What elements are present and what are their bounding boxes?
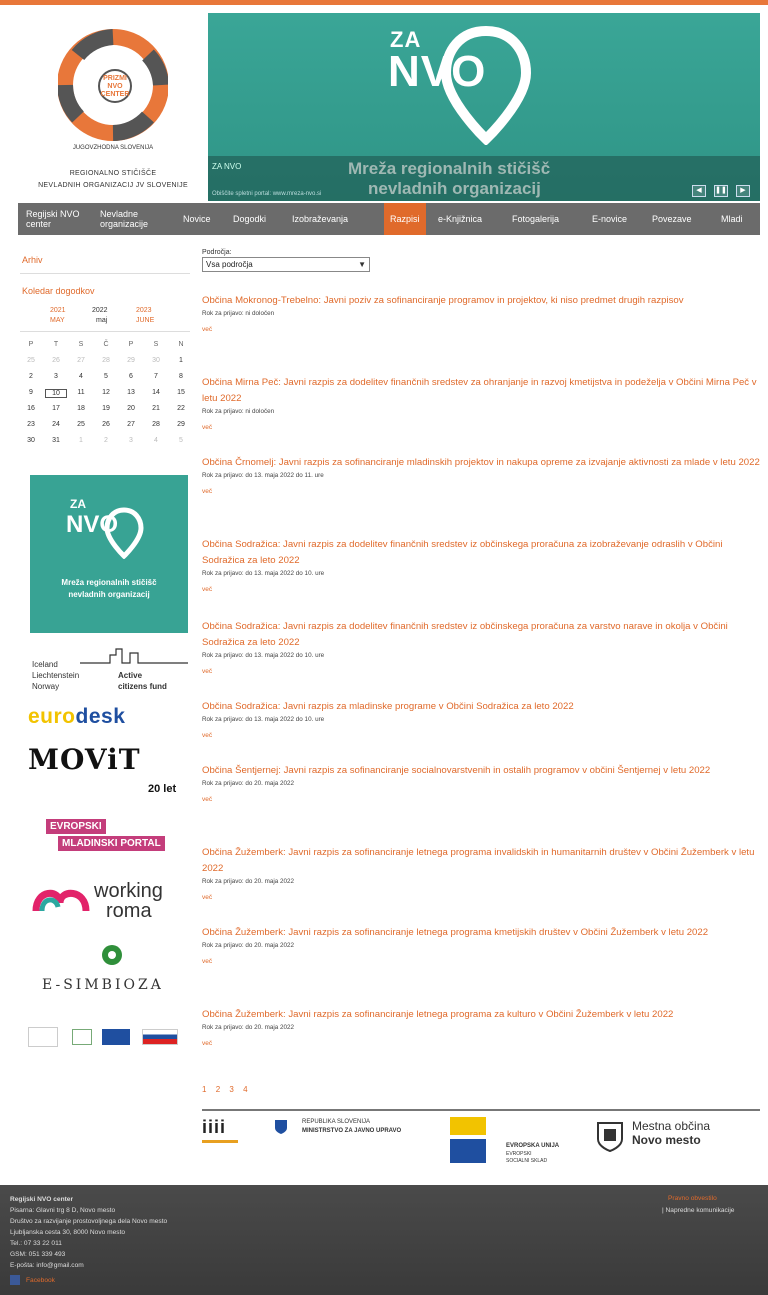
item-title-link[interactable]: Občina Mirna Peč: Javni razpis za dodelitev finančnih sredstev za ohranjanje in razvoj kmetijstva in podeželja v Občini Mirna Peč v letu 2022 [202, 377, 757, 404]
movit-text: MOViT [28, 743, 141, 776]
cal-day[interactable]: 27 [127, 421, 135, 428]
item-more-link[interactable]: več [202, 894, 213, 901]
eea-skyline-icon [80, 645, 188, 665]
novo-mesto-crest-icon [596, 1121, 624, 1153]
cal-day[interactable]: 28 [102, 357, 110, 364]
banner-nvo: NVO [388, 47, 487, 96]
eu-flag-icon [450, 1139, 486, 1163]
esf-line-2: EVROPSKI [506, 1151, 532, 1157]
ministry-line-1: REPUBLIKA SLOVENIJA [302, 1119, 371, 1125]
cal-day[interactable]: 21 [152, 405, 160, 412]
footer-society: Društvo za razvijanje prostovoljnega dela Novo mesto [10, 1218, 168, 1225]
pagination [202, 1085, 255, 1094]
item-more-link[interactable]: več [202, 1040, 213, 1047]
nav-mladi[interactable]: Mladi [721, 214, 743, 224]
cal-prev-month[interactable]: MAY [50, 317, 65, 324]
eurodesk-desk: desk [75, 705, 126, 728]
sponsor-ministry-logo[interactable] [274, 1117, 434, 1147]
zanvo-sidebar-banner[interactable] [30, 475, 188, 633]
slovenia-coat-of-arms-icon [274, 1119, 288, 1135]
item-title-link[interactable]: Občina Žužemberk: Javni razpis za sofinanciranje letnega programa invalidskih in humanitarnih društev v Občini Žužemberk v letu 2022 [202, 847, 755, 874]
cal-weekday: S [153, 341, 159, 348]
banner-za: ZA [390, 27, 422, 52]
cal-week-row [20, 357, 190, 371]
banner-title-line-2: nevladnih organizacij [368, 179, 541, 198]
sponsor-divider [202, 1109, 760, 1111]
svg-text:JUGOVZHODNA SLOVENIJA: JUGOVZHODNA SLOVENIJA [72, 145, 154, 151]
cal-day[interactable]: 27 [77, 357, 85, 364]
novo-mesto-line-1: Mestna občina [632, 1119, 711, 1133]
cal-weekday: P [28, 341, 34, 348]
cal-day[interactable]: 12 [102, 389, 110, 396]
list-item [202, 537, 762, 593]
location-pin-icon [440, 25, 532, 145]
cal-day[interactable]: 4 [154, 437, 158, 444]
item-more-link[interactable]: več [202, 732, 213, 739]
zanvo-za: ZA [70, 497, 86, 511]
item-title-link[interactable]: Občina Sodražica: Javni razpis za dodelitev finančnih sredstev iz občinskega proračuna za izobraževanje odraslih v Občini Sodražica za leto 2022 [202, 539, 723, 566]
cal-day[interactable]: 15 [177, 389, 185, 396]
cal-weekday: T [53, 341, 59, 348]
footer-office: Pisarna: Glavni trg 8 D, Novo mesto [10, 1207, 116, 1214]
nav-nevladne-organizacije[interactable]: Nevladne organizacije [100, 209, 149, 229]
cal-weekday: S [78, 341, 84, 348]
cal-day[interactable]: 16 [27, 405, 35, 412]
banner-title-line-1: Mreža regionalnih stičišč [348, 159, 551, 178]
gear-leaf-icon [98, 941, 126, 969]
item-title-link[interactable]: Občina Mokronog-Trebelno: Javni poziv za sofinanciranje programov in projektov, ki niso predmet drugih razpisov [202, 295, 684, 306]
cal-day[interactable]: 19 [102, 405, 110, 412]
item-title-link[interactable]: Občina Žužemberk: Javni razpis za sofinanciranje letnega programa za kulturo v Občini Žužemberk v letu 2022 [202, 1009, 674, 1020]
esf-line-1: EVROPSKA UNIJA [506, 1143, 560, 1149]
sidebar-divider [20, 273, 190, 274]
item-deadline: Rok za prijavo: do 13. maja 2022 do 10. ure [202, 652, 325, 659]
cal-day[interactable]: 14 [152, 389, 160, 396]
item-more-link[interactable]: več [202, 488, 213, 495]
logo-line-2: NEVLADNIH ORGANIZACIJ JV SLOVENIJE [38, 182, 188, 189]
cal-current-year: 2022 [92, 307, 108, 314]
cal-day[interactable]: 17 [52, 405, 60, 412]
movit-logo[interactable] [28, 743, 188, 803]
cal-day[interactable]: 9 [29, 389, 33, 396]
slovenia-flag-icon [142, 1029, 178, 1045]
footer-email[interactable]: E-pošta: info@gmail.com [10, 1262, 84, 1269]
item-deadline: Rok za prijavo: do 13. maja 2022 do 11. ure [202, 472, 324, 479]
cal-day[interactable]: 29 [177, 421, 185, 428]
sponsor-1-mark: iiii [202, 1117, 227, 1137]
cal-day[interactable]: 31 [52, 437, 60, 444]
item-more-link[interactable]: več [202, 668, 213, 675]
cal-weekday: N [178, 341, 184, 348]
cal-day[interactable]: 5 [179, 437, 183, 444]
cal-day[interactable]: 25 [27, 357, 35, 364]
cal-week-row [20, 421, 190, 435]
eea-iceland: Iceland [32, 660, 58, 669]
item-title-link[interactable]: Občina Sodražica: Javni razpis za mladinske programe v Občini Sodražica za leto 2022 [202, 701, 574, 712]
eu-esf-logo[interactable] [450, 1117, 580, 1173]
esf-graphic-icon [450, 1117, 486, 1135]
cal-day-today[interactable]: 10 [45, 389, 67, 398]
item-deadline: Rok za prijavo: do 20. maja 2022 [202, 878, 295, 885]
facebook-icon[interactable] [10, 1275, 20, 1285]
area-filter-select[interactable] [202, 257, 370, 272]
list-item [202, 1007, 762, 1047]
item-deadline: Rok za prijavo: do 13. maja 2022 do 10. ure [202, 570, 325, 577]
eea-citizens-fund: citizens fund [118, 682, 167, 691]
funder-logo-icon [28, 1027, 58, 1047]
cal-day[interactable]: 1 [179, 357, 183, 364]
sponsor-logo-1[interactable] [202, 1117, 248, 1161]
nav-dogodki[interactable]: Dogodki [233, 214, 267, 224]
cal-day[interactable]: 6 [129, 373, 133, 380]
european-youth-portal-logo[interactable] [46, 819, 165, 851]
item-more-link[interactable]: več [202, 958, 213, 965]
cal-week-row [20, 437, 190, 451]
cal-day[interactable]: 2 [29, 373, 33, 380]
cal-day[interactable]: 3 [129, 437, 133, 444]
cal-day[interactable]: 22 [177, 405, 185, 412]
eurodesk-logo[interactable] [28, 705, 125, 729]
logo-line-1: REGIONALNO STIČIŠČE [69, 170, 157, 177]
footer-address: Ljubljanska cesta 30, 8000 Novo mesto [10, 1229, 126, 1236]
e-simbioza-text: E-SIMBIOZA [42, 977, 164, 993]
site-footer [0, 1185, 768, 1295]
footer-org-name: Regijski NVO center [10, 1196, 74, 1203]
eu-flag-icon [102, 1029, 130, 1045]
eea-liechtenstein: Liechtenstein [32, 671, 80, 680]
working-text: working [94, 880, 163, 902]
cal-day[interactable]: 30 [152, 357, 160, 364]
facebook-link[interactable]: Facebook [26, 1277, 55, 1284]
item-more-link[interactable]: več [202, 586, 213, 593]
item-more-link[interactable]: več [202, 424, 213, 431]
footer-gsm: GSM: 051 339 493 [10, 1251, 66, 1258]
list-item [202, 699, 762, 739]
ministry-line-2: MINISTRSTVO ZA JAVNO UPRAVO [302, 1128, 402, 1134]
cal-day[interactable]: 20 [127, 405, 135, 412]
hero-banner[interactable] [208, 13, 760, 201]
cal-day[interactable]: 8 [179, 373, 183, 380]
banner-next-button[interactable]: ▶ [736, 185, 750, 197]
cal-divider [20, 331, 190, 332]
banner-pause-button[interactable]: ❚❚ [714, 185, 728, 197]
working-roma-logo[interactable] [32, 879, 192, 925]
logo-center-badge: PRIZMI NVO CENTER [98, 69, 132, 103]
list-item [202, 375, 762, 431]
item-title-link[interactable]: Občina Žužemberk: Javni razpis za sofinanciranje letnega programa kmetijskih društev v Občini Žužemberk v letu 2022 [202, 927, 709, 938]
cal-day[interactable]: 24 [52, 421, 60, 428]
chevron-down-icon: ▼ [358, 260, 366, 269]
cal-day[interactable]: 29 [127, 357, 135, 364]
item-deadline: Rok za prijavo: do 20. maja 2022 [202, 942, 295, 949]
item-deadline: Rok za prijavo: do 20. maja 2022 [202, 1024, 295, 1031]
cal-current-month: maj [96, 317, 108, 324]
cal-day[interactable]: 26 [52, 357, 60, 364]
cal-prev-year[interactable]: 2021 [50, 307, 66, 314]
cal-weekday-row [20, 341, 190, 355]
portal-line-1: EVROPSKI [46, 819, 106, 834]
list-item [202, 293, 762, 333]
page-link[interactable]: 2 [215, 1085, 221, 1094]
cal-day[interactable]: 3 [54, 373, 58, 380]
cal-day[interactable]: 28 [152, 421, 160, 428]
item-title-link[interactable]: Občina Sodražica: Javni razpis za dodelitev finančnih sredstev iz občinskega proračuna za varstvo narave in okolja v Občini Sodražica za leto 2022 [202, 621, 728, 648]
page [10, 5, 760, 1185]
cal-day[interactable]: 11 [77, 389, 85, 396]
page-link[interactable]: 4 [243, 1085, 248, 1094]
cal-next-month[interactable]: JUNE [136, 317, 155, 324]
cal-day[interactable]: 13 [127, 389, 135, 396]
archive-link[interactable]: Arhiv [22, 255, 43, 265]
funder-logo-icon [72, 1029, 92, 1045]
cal-day[interactable]: 5 [104, 373, 108, 380]
item-more-link[interactable]: več [202, 796, 213, 803]
nav-fotogalerija[interactable]: Fotogalerija [512, 214, 560, 224]
zanvo-nvo: NVO [66, 511, 119, 538]
nav-povezave[interactable]: Povezave [652, 214, 692, 224]
list-item [202, 619, 762, 675]
nav-e-novice[interactable]: E-novice [592, 214, 628, 224]
area-filter-value: Vsa področja [206, 260, 253, 269]
e-simbioza-logo[interactable] [42, 941, 192, 997]
banner-caption-sub: Obiščite spletni portal: www.mreza-nvo.si [212, 191, 322, 197]
cal-week-row [20, 389, 190, 403]
cal-weekday: Č [103, 341, 109, 348]
banner-caption-small: ZA NVO [212, 162, 242, 171]
footer-phone: Tel.: 07 33 22 011 [10, 1240, 62, 1247]
working-roma-icon [32, 885, 90, 915]
cal-day[interactable]: 25 [77, 421, 85, 428]
eurodesk-euro: euro [28, 705, 76, 728]
eea-grants-logo[interactable] [28, 645, 188, 697]
filter-label: Področja: [202, 249, 232, 256]
list-item [202, 925, 762, 965]
cal-day[interactable]: 26 [102, 421, 110, 428]
cal-day[interactable]: 18 [77, 405, 85, 412]
cal-day[interactable]: 2 [104, 437, 108, 444]
item-deadline: Rok za prijavo: ni določen [202, 408, 275, 415]
item-more-link[interactable]: več [202, 326, 213, 333]
item-deadline: Rok za prijavo: ni določen [202, 310, 275, 317]
eea-active: Active [118, 671, 143, 680]
banner-prev-button[interactable]: ◀ [692, 185, 706, 197]
portal-line-2: MLADINSKI PORTAL [58, 836, 165, 851]
funding-logos-strip [28, 1025, 193, 1053]
list-item [202, 845, 762, 901]
item-deadline: Rok za prijavo: do 20. maja 2022 [202, 780, 295, 787]
zanvo-line-2: nevladnih organizacij [68, 590, 150, 599]
cal-week-row [20, 373, 190, 387]
roma-text: roma [106, 900, 152, 922]
item-deadline: Rok za prijavo: do 13. maja 2022 do 10. ure [202, 716, 325, 723]
cal-day[interactable]: 1 [79, 437, 83, 444]
zanvo-line-1: Mreža regionalnih stičišč [61, 578, 157, 587]
movit-years: 20 let [148, 783, 177, 795]
cal-next-year[interactable]: 2023 [136, 307, 152, 314]
sponsor-1-underline [202, 1140, 238, 1143]
nav-e-knjiznica[interactable]: e-Knjižnica [438, 214, 483, 224]
nav-izobrazevanja[interactable]: Izobraževanja [292, 214, 349, 224]
site-logo[interactable] [18, 15, 206, 200]
cal-day[interactable]: 30 [27, 437, 35, 444]
list-item [202, 763, 762, 803]
calendar-title[interactable]: Koledar dogodkov [22, 286, 95, 296]
eea-norway: Norway [32, 682, 60, 691]
cal-week-row [20, 405, 190, 419]
cal-day[interactable]: 4 [79, 373, 83, 380]
item-title-link[interactable]: Občina Črnomelj: Javni razpis za sofinanciranje mladinskih projektov in nakupa opreme za izvajanje aktivnosti za mlade v letu 2022 [202, 457, 760, 468]
item-title-link[interactable]: Občina Šentjernej: Javni razpis za sofinanciranje socialnovarstvenih in ostalih programov v občini Šentjernej v letu 2022 [202, 765, 711, 776]
novo-mesto-logo[interactable] [596, 1117, 756, 1157]
nav-razpisi[interactable]: Razpisi [384, 203, 426, 235]
footer-credits-link[interactable]: | Napredne komunikacije [662, 1207, 735, 1214]
footer-legal-link[interactable]: Pravno obvestilo [668, 1195, 717, 1202]
location-pin-icon [104, 507, 144, 559]
cal-day[interactable]: 23 [27, 421, 35, 428]
cal-day[interactable]: 7 [154, 373, 158, 380]
main-nav [18, 203, 760, 235]
cal-weekday: P [128, 341, 134, 348]
esf-line-3: SOCIALNI SKLAD [506, 1158, 548, 1164]
nav-novice[interactable]: Novice [183, 214, 211, 224]
nav-regijski-nvo-center[interactable]: Regijski NVO center [26, 209, 80, 229]
page-link[interactable]: 1 [202, 1085, 207, 1094]
novo-mesto-line-2: Novo mesto [632, 1133, 701, 1147]
list-item [202, 455, 762, 495]
page-link[interactable]: 3 [229, 1085, 234, 1094]
